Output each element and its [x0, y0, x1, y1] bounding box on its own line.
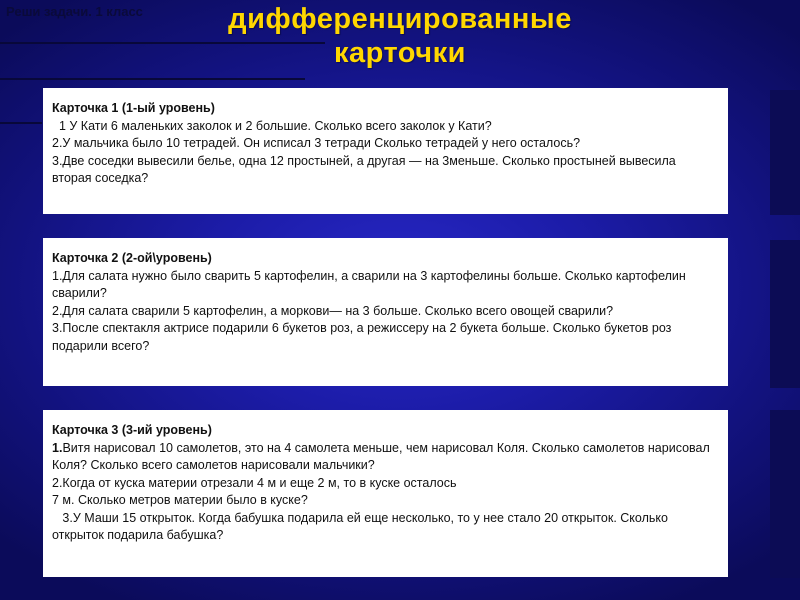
- task-line: 3.Две соседки вывесили белье, одна 12 простыней, а другая — на 3меньше. Сколько простыней вывесила вторая соседка?: [52, 153, 676, 185]
- divider-line: [0, 122, 42, 124]
- task-line: [52, 440, 718, 475]
- task-line: 2.Для салата сварили 5 картофелин, а моркови— на 3 больше. Сколько всего овощей сварили?: [52, 303, 614, 318]
- card-1: [43, 88, 728, 214]
- shadow-strip: [770, 410, 800, 578]
- task-line: 1 У Кати 6 маленьких заколок и 2 большие. Сколько всего заколок у Кати?: [52, 118, 492, 133]
- task-line: 2.Когда от куска материи отрезали 4 м и еще 2 м, то в куске осталось: [52, 475, 457, 490]
- task-line: 3.У Маши 15 открыток. Когда бабушка подарила ей еще несколько, то у нее стало 20 открыток. Сколько открыток подарила бабушка?: [52, 510, 672, 542]
- card-heading: Карточка 3 (3-ий уровень): [52, 423, 212, 437]
- card-heading: Карточка 2 (2-ой\уровень): [52, 251, 212, 265]
- corner-label: Реши задачи. 1 класс: [6, 4, 143, 19]
- task-line: 2.У мальчика было 10 тетрадей. Он исписал 3 тетради Сколько тетрадей у него осталось?: [52, 136, 581, 150]
- divider-line: [0, 78, 305, 80]
- task-line: 3.После спектакля актрисе подарили 6 букетов роз, а режиссеру на 2 букета больше. Сколько букетов роз подарили всего?: [52, 321, 672, 353]
- slide-title: [180, 2, 620, 70]
- card-heading: Карточка 1 (1-ый уровень): [52, 101, 215, 115]
- card-2: [43, 238, 728, 386]
- card-3: [43, 410, 728, 577]
- title-line-2: карточки: [334, 37, 466, 69]
- shadow-strip: [770, 240, 800, 388]
- task-text: Витя нарисовал 10 самолетов, это на 4 самолета меньше, чем нарисовал Коля. Сколько самолетов нарисовал Коля? Сколько всего самолетов нарисовали мальчики?: [52, 440, 710, 472]
- shadow-strip: [770, 90, 800, 215]
- task-line: 1.Для салата нужно было сварить 5 картофелин, а сварили на 3 картофелины больше. Сколько картофелин сварили?: [52, 268, 686, 300]
- title-line-1: дифференцированные: [228, 3, 572, 35]
- task-line: 7 м. Сколько метров материи было в куске?: [52, 493, 308, 507]
- task-number: 1.: [52, 440, 63, 455]
